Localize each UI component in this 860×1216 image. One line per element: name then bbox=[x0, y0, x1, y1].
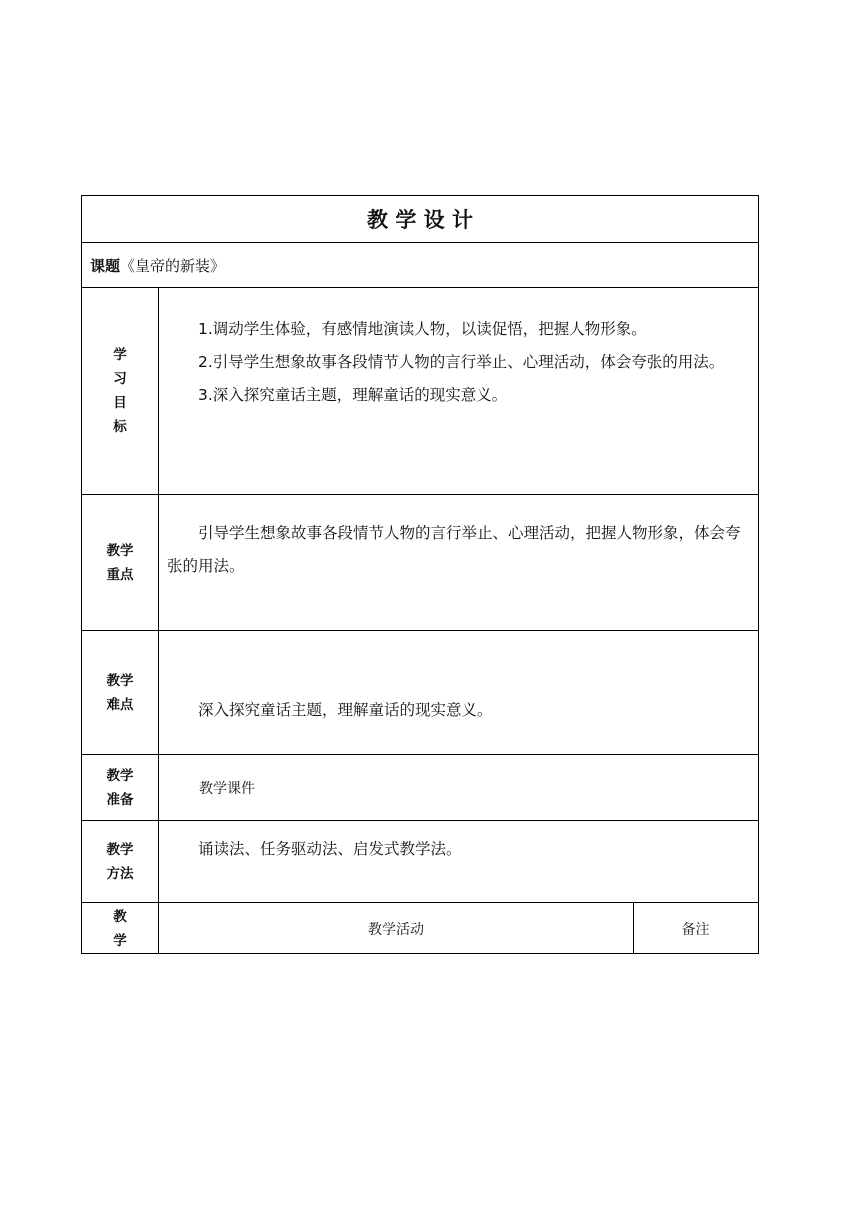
key-points-content bbox=[159, 495, 758, 630]
difficulties-text: 深入探究童话主题，理解童话的现实意义。 bbox=[198, 701, 493, 719]
methods-label: 教学 方法 bbox=[82, 821, 159, 902]
methods-content bbox=[159, 821, 758, 902]
key-points-label: 教学 重点 bbox=[82, 495, 159, 630]
objectives-content bbox=[159, 288, 758, 494]
notes-header: 备注 bbox=[681, 921, 710, 938]
process-header-row bbox=[82, 902, 758, 954]
objective-item: 3.深入探究童话主题，理解童话的现实意义。 bbox=[198, 386, 508, 404]
difficulties-content bbox=[159, 631, 758, 754]
topic-value: 《皇帝的新装》 bbox=[120, 256, 226, 275]
topic-label: 课题 bbox=[90, 256, 121, 275]
difficulties-label: 教学 难点 bbox=[82, 631, 159, 754]
objective-item: 1.调动学生体验，有感情地演读人物，以读促悟，把握人物形象。 bbox=[198, 320, 647, 338]
preparation-label: 教学 准备 bbox=[82, 755, 159, 820]
process-label: 教 学 bbox=[82, 903, 159, 954]
methods-row bbox=[82, 820, 758, 902]
page-title: 教 学 设 计 bbox=[367, 208, 473, 232]
lesson-plan-table bbox=[81, 195, 759, 954]
key-points-text: 引导学生想象故事各段情节人物的言行举止、心理活动，把握人物形象，体会夸张的用法。 bbox=[167, 524, 741, 575]
difficulties-row bbox=[82, 630, 758, 754]
methods-text: 诵读法、任务驱动法、启发式教学法。 bbox=[198, 840, 462, 858]
activity-header: 教学活动 bbox=[159, 903, 634, 954]
title-row bbox=[82, 196, 758, 242]
preparation-row bbox=[82, 754, 758, 820]
key-points-row bbox=[82, 494, 758, 630]
objectives-row bbox=[82, 287, 758, 494]
preparation-text: 教学课件 bbox=[199, 780, 255, 797]
topic-row bbox=[82, 242, 758, 287]
preparation-content bbox=[159, 755, 758, 820]
objective-item: 2.引导学生想象故事各段情节人物的言行举止、心理活动，体会夸张的用法。 bbox=[198, 353, 725, 371]
objectives-label: 学 习 目 标 bbox=[82, 288, 159, 494]
